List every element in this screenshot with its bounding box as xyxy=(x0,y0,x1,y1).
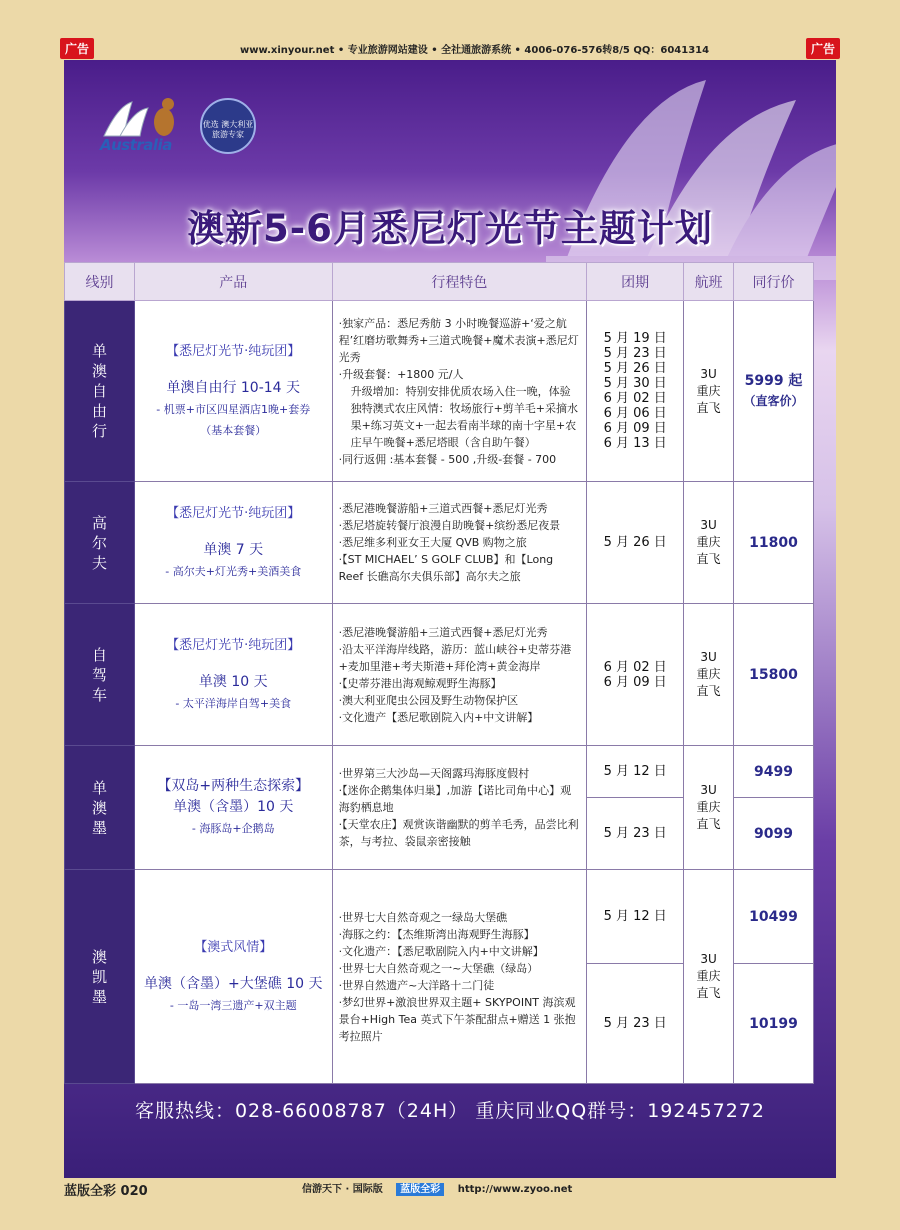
footer-page-label: 蓝版全彩 020 xyxy=(64,1184,148,1199)
table-row xyxy=(65,604,814,746)
header-price: 同行价 xyxy=(734,263,814,301)
product-cell: 【悉尼灯光节·纯玩团】 单澳 7 天 - 高尔夫+灯光秀+美酒美食 xyxy=(134,482,332,604)
price-cell: 10199 xyxy=(734,964,814,1084)
dates-cell: 5 月 12 日 xyxy=(587,746,684,798)
page-title: 澳新5-6月悉尼灯光节主题计划 xyxy=(187,207,713,250)
dates-cell: 5 月 23 日 xyxy=(587,798,684,870)
dates-cell: 5 月 12 日 xyxy=(587,870,684,964)
agency-logo: 优选 澳大利亚 旅游专家 xyxy=(200,98,256,154)
flight-cell: 3U 重庆 直飞 xyxy=(684,482,734,604)
flight-cell: 3U 重庆 直飞 xyxy=(684,301,734,482)
table-header xyxy=(65,263,814,301)
price-cell: 9099 xyxy=(734,798,814,870)
top-info: www.xinyour.net • 专业旅游网站建设 • 全社通旅游系统 • 4006-076-576转8/5 QQ：6041314 xyxy=(240,45,710,56)
table-row xyxy=(65,746,814,798)
features-cell: ·世界七大自然奇观之一绿岛大堡礁 ·海豚之约：【杰维斯湾出海观野生海豚】 ·文化遗产：【悉尼歌剧院入内+中文讲解】 ·世界七大自然奇观之一~大堡礁（绿岛） ·世界自然遗产~大洋路十二门徒 ·梦幻世界+激浪世界双主题+ SKYPOINT 海滨观景台+High Tea 英式下午茶配甜点+赠送 1 张抱考拉照片 xyxy=(332,870,587,1084)
poster xyxy=(64,60,836,1178)
hotline: 客服热线：028-66008787（24H） 重庆同业QQ群号：192457272 xyxy=(134,1100,766,1122)
product-cell: 【悉尼灯光节·纯玩团】 单澳自由行 10-14 天 - 机票+市区四星酒店1晚+套券 （基本套餐） xyxy=(134,301,332,482)
australia-logo-text: Australia xyxy=(100,136,172,154)
line-label: 澳凯墨 xyxy=(65,870,135,1084)
header-line: 线别 xyxy=(65,263,135,301)
table-row xyxy=(65,870,814,964)
price-cell: 9499 xyxy=(734,746,814,798)
line-label: 单澳自由行 xyxy=(65,301,135,482)
table-row xyxy=(65,482,814,604)
line-label: 高尔夫 xyxy=(65,482,135,604)
dates-cell: 6 月 02 日 6 月 09 日 xyxy=(587,604,684,746)
ad-tag-left: 广告 xyxy=(60,38,94,59)
features-cell: ·独家产品：悉尼秀舫 3 小时晚餐巡游+‘爱之航程’红磨坊歌舞秀+三道式晚餐+魔术表演+悉尼灯光秀 ·升级套餐：+1800 元/人 升级增加：特别安排优质农场入住一晚，体验独特澳式农庄风情：牧场旅行+剪羊毛+采摘水果+练习英文+一起去看南半球的南十字星+农庄早午晚餐+悉尼塔眼（含自助午餐） ·同行返佣 :基本套餐 - 500 ,升级-套餐 - 700 xyxy=(332,301,587,482)
header-product: 产品 xyxy=(134,263,332,301)
product-cell: 【澳式风情】 单澳（含墨）+大堡礁 10 天 - 一岛一湾三遗产+双主题 xyxy=(134,870,332,1084)
line-label: 自驾车 xyxy=(65,604,135,746)
header-dates: 团期 xyxy=(587,263,684,301)
dates-cell: 5 月 19 日 5 月 23 日 5 月 26 日 5 月 30 日 6 月 02 日 6 月 06 日 6 月 09 日 6 月 13 日 xyxy=(587,301,684,482)
features-cell: ·悉尼港晚餐游船+三道式西餐+悉尼灯光秀 ·悉尼塔旋转餐厅浪漫自助晚餐+缤纷悉尼夜景 ·悉尼维多利亚女王大厦 QVB 购物之旅 ·【ST MICHAEL’ S GOLF CLUB】和【Long Reef 长礁高尔夫俱乐部】高尔夫之旅 xyxy=(332,482,587,604)
price-cell: 10499 xyxy=(734,870,814,964)
header-features: 行程特色 xyxy=(332,263,587,301)
features-cell: ·悉尼港晚餐游船+三道式西餐+悉尼灯光秀 ·沿太平洋海岸线路，游历：蓝山峡谷+史蒂芬港+麦加里港+考夫斯港+拜伦湾+黄金海岸 ·【史蒂芬港出海观鲸观野生海豚】 ·澳大利亚爬虫公园及野生动物保护区 ·文化遗产【悉尼歌剧院入内+中文讲解】 xyxy=(332,604,587,746)
product-cell: 【双岛+两种生态探索】 单澳（含墨）10 天 - 海豚岛+企鹅岛 xyxy=(134,746,332,870)
tour-table xyxy=(64,262,814,1084)
dates-cell: 5 月 26 日 xyxy=(587,482,684,604)
table-row xyxy=(65,301,814,482)
line-label: 单澳墨 xyxy=(65,746,135,870)
ad-tag-right: 广告 xyxy=(806,38,840,59)
flight-cell: 3U 重庆 直飞 xyxy=(684,870,734,1084)
flight-cell: 3U 重庆 直飞 xyxy=(684,746,734,870)
price-cell: 15800 xyxy=(734,604,814,746)
footer-badge: 蓝版全彩 xyxy=(396,1183,444,1196)
top-bar xyxy=(0,38,900,58)
footer-url[interactable]: http://www.zyoo.net xyxy=(457,1184,573,1195)
price-cell: 5999 起 （直客价） xyxy=(734,301,814,482)
dates-cell: 5 月 23 日 xyxy=(587,964,684,1084)
footer-slogan: 信游天下 · 国际版 xyxy=(302,1184,383,1195)
footer-info xyxy=(302,1180,572,1195)
price-cell: 11800 xyxy=(734,482,814,604)
flight-cell: 3U 重庆 直飞 xyxy=(684,604,734,746)
header-flight: 航班 xyxy=(684,263,734,301)
features-cell: ·世界第三大沙岛—天阁露玛海豚度假村 ·【迷你企鹅集体归巢】,加游【诺比司角中心】观海豹栖息地 ·【天堂农庄】观赏诙谐幽默的剪羊毛秀，品尝比利茶，与考拉、袋鼠亲密接触 xyxy=(332,746,587,870)
product-cell: 【悉尼灯光节·纯玩团】 单澳 10 天 - 太平洋海岸自驾+美食 xyxy=(134,604,332,746)
